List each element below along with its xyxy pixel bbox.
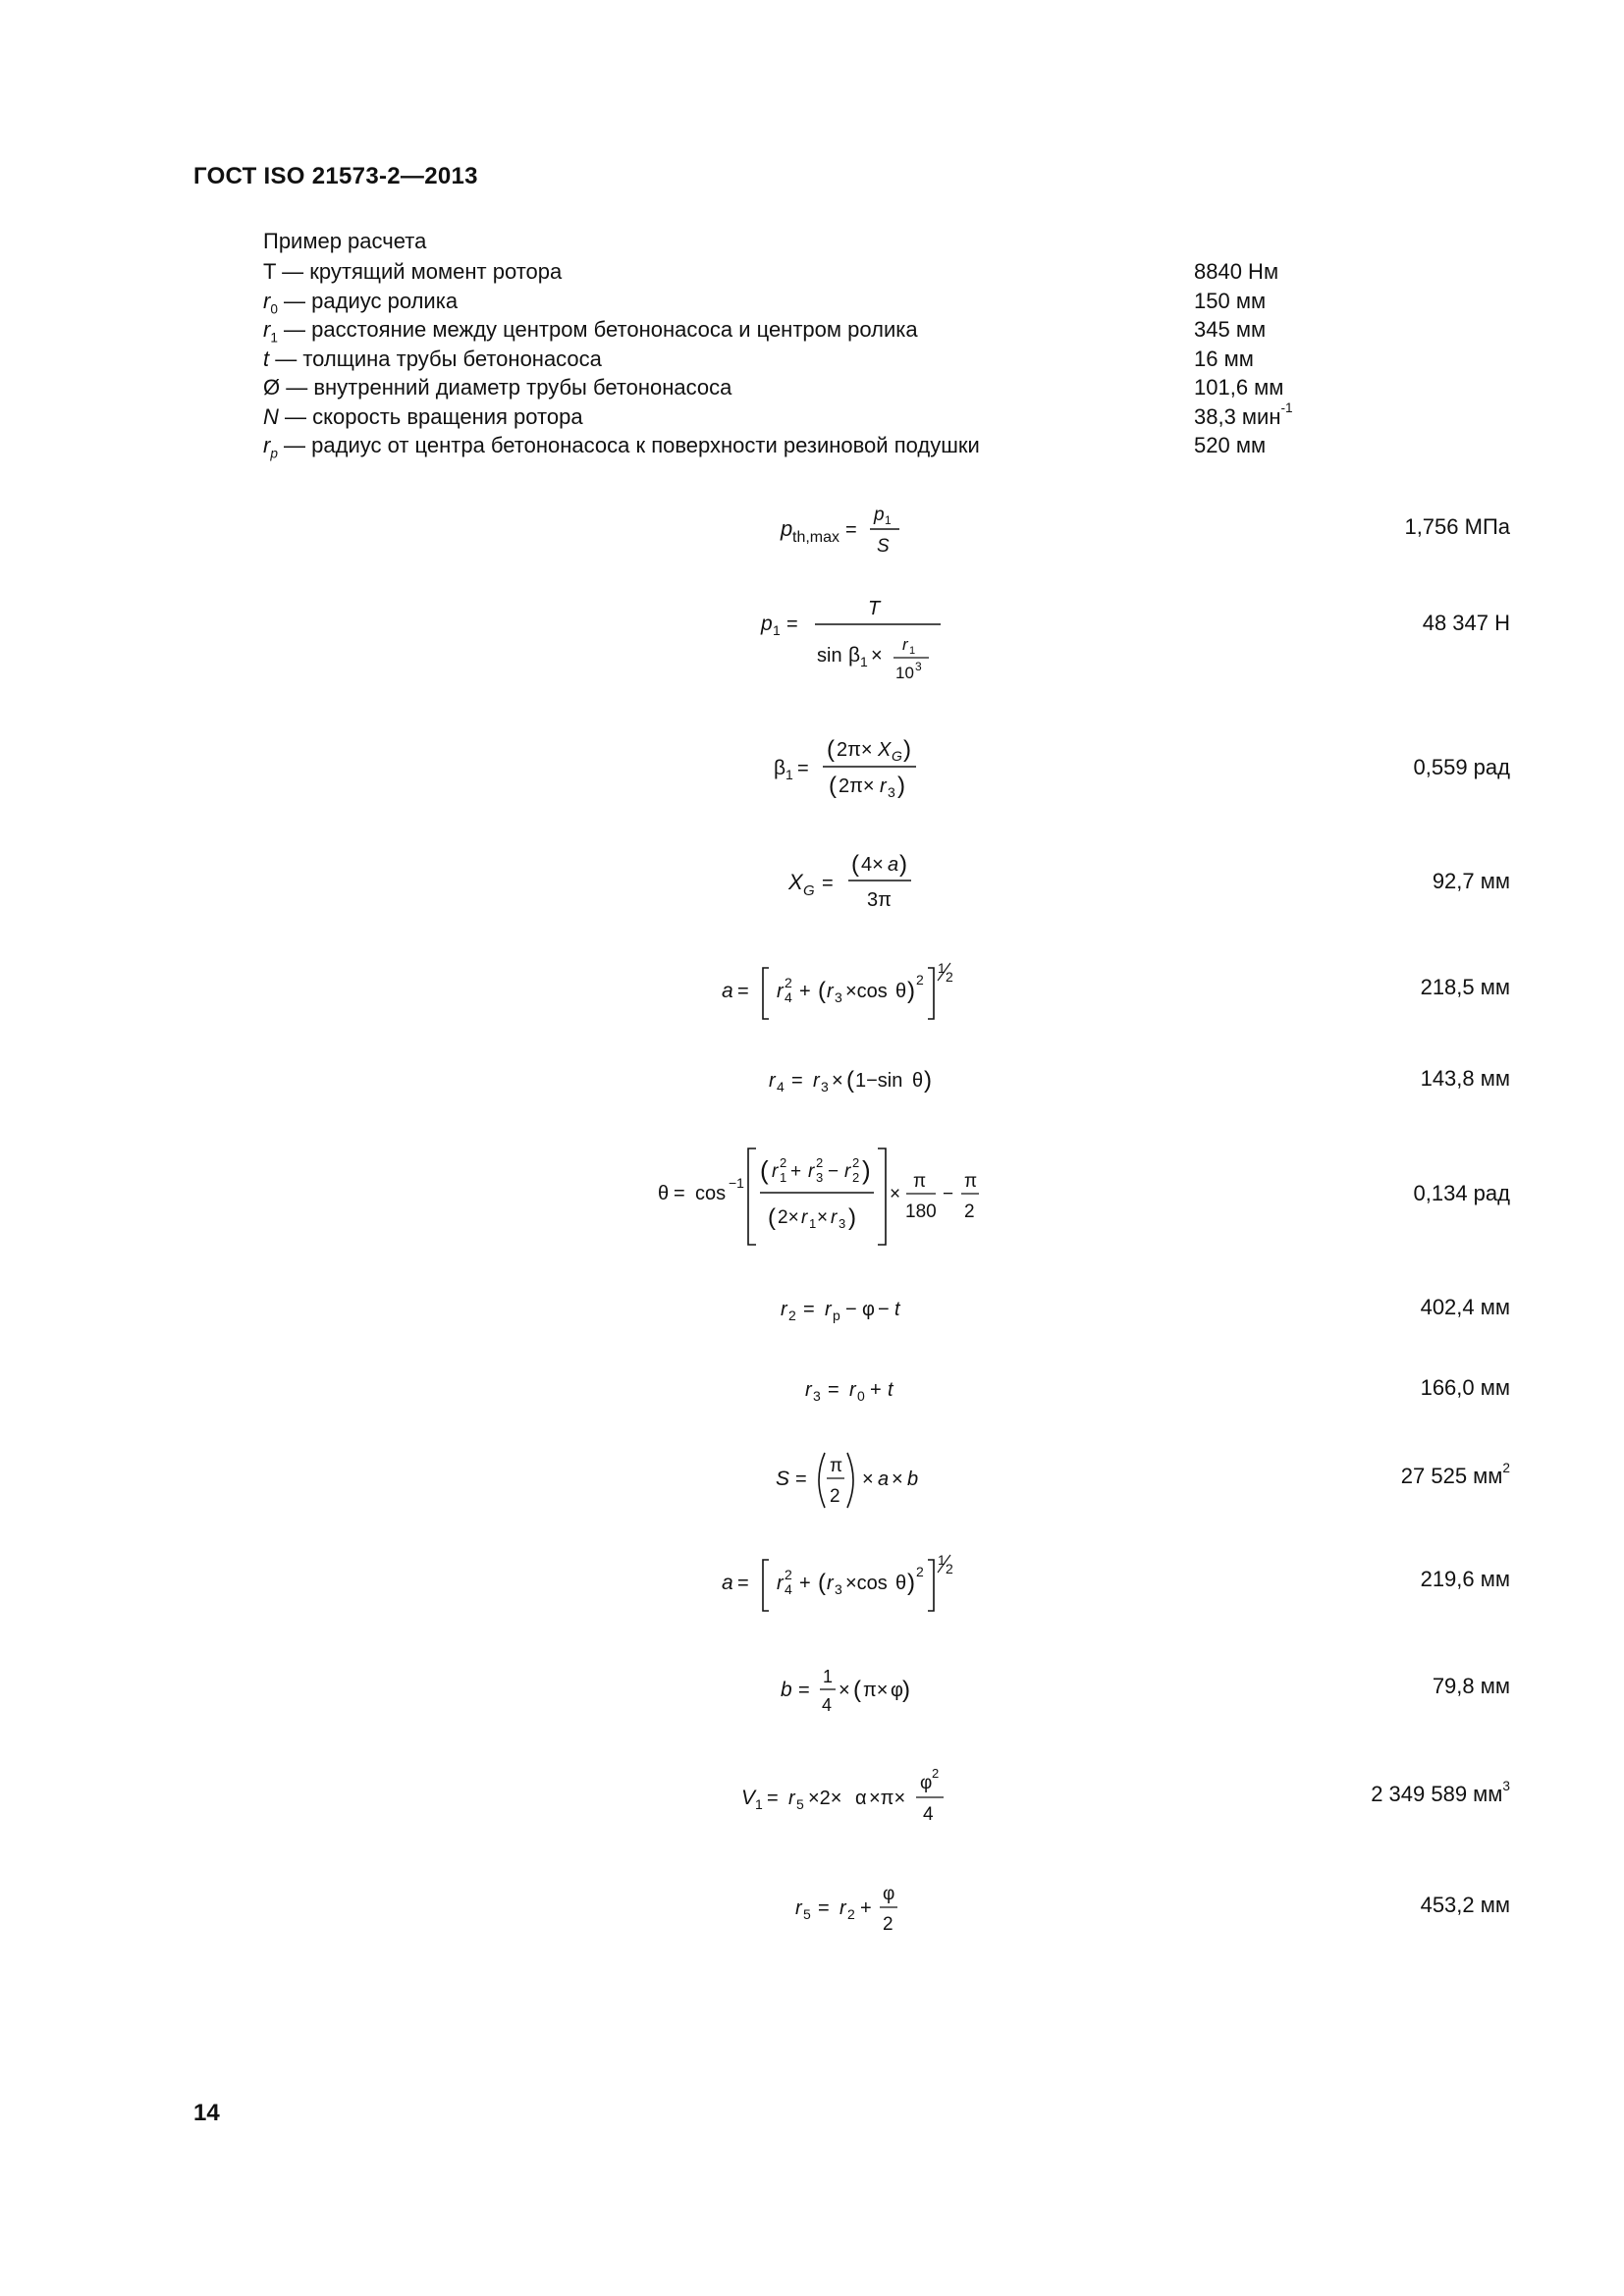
svg-text:φ: φ	[862, 1299, 875, 1320]
svg-text:2: 2	[816, 1155, 824, 1170]
svg-text:X: X	[787, 870, 803, 894]
result-exponent: 3	[1502, 1778, 1510, 1793]
svg-text:r: r	[831, 1207, 838, 1228]
svg-text:r: r	[772, 1161, 779, 1182]
svg-text:S: S	[776, 1468, 790, 1490]
svg-text:4×: 4×	[860, 854, 884, 876]
svg-text:): )	[896, 773, 905, 799]
svg-text:−: −	[943, 1184, 954, 1204]
svg-text:θ: θ	[911, 1070, 923, 1092]
svg-text:4: 4	[822, 1695, 833, 1715]
result-value: 453,2 мм	[1420, 1893, 1510, 1917]
svg-text:=: =	[845, 519, 857, 541]
svg-text:r: r	[902, 635, 908, 654]
svg-text:r: r	[812, 1070, 820, 1092]
param-description: — скорость вращения ротора	[278, 403, 583, 429]
svg-text:=: =	[767, 1788, 779, 1809]
svg-text:1: 1	[938, 1552, 946, 1568]
param-row	[263, 257, 1343, 287]
svg-text:2: 2	[946, 969, 953, 985]
svg-text:×: ×	[817, 1207, 829, 1228]
svg-text:): )	[907, 1570, 915, 1596]
svg-text:r: r	[825, 1299, 832, 1320]
svg-text:(: (	[850, 851, 859, 878]
svg-text:r: r	[795, 1897, 802, 1919]
svg-text:θ: θ	[895, 1573, 907, 1594]
param-value: 345 мм	[1194, 317, 1267, 342]
svg-text:r: r	[801, 1207, 808, 1228]
formula	[628, 1139, 1080, 1254]
page-number: 14	[193, 2100, 220, 2126]
svg-text:p: p	[781, 516, 793, 541]
svg-text:G: G	[891, 748, 902, 764]
parameter-list	[263, 257, 1343, 460]
formula	[628, 1760, 1080, 1843]
svg-text:2: 2	[883, 1914, 893, 1935]
param-row	[263, 315, 1343, 345]
svg-text:): )	[923, 1067, 932, 1094]
formula	[628, 952, 1080, 1026]
svg-text:+: +	[799, 1573, 811, 1594]
svg-text:π: π	[830, 1456, 843, 1476]
svg-text:0: 0	[857, 1388, 865, 1404]
param-row	[263, 431, 1343, 460]
param-symbol: r	[263, 433, 271, 457]
param-description: — радиус ролика	[277, 288, 459, 313]
formula	[628, 1441, 1080, 1524]
param-value: 101,6 мм	[1194, 375, 1284, 400]
svg-text:r: r	[827, 981, 834, 1002]
svg-text:2: 2	[852, 1170, 860, 1185]
result-value: 1,756 МПа	[1404, 514, 1510, 539]
param-value: 16 мм	[1194, 346, 1254, 371]
result-value: 48 347 Н	[1422, 611, 1510, 635]
formula	[628, 1054, 1080, 1108]
svg-text:4: 4	[785, 989, 792, 1005]
svg-text:2π×: 2π×	[836, 739, 873, 761]
svg-text:(: (	[826, 736, 835, 763]
svg-text:4: 4	[785, 1581, 792, 1597]
svg-text:2: 2	[916, 1564, 924, 1579]
example-heading: Пример расчета	[263, 229, 427, 253]
svg-text:3: 3	[816, 1170, 824, 1185]
svg-text:1: 1	[785, 767, 793, 782]
svg-text:φ: φ	[883, 1884, 895, 1904]
param-value-exponent: -1	[1280, 400, 1293, 416]
svg-text:(: (	[818, 978, 826, 1004]
svg-text:r: r	[879, 775, 887, 797]
svg-text:3: 3	[813, 1388, 821, 1404]
svg-text:3: 3	[915, 660, 922, 673]
formula	[628, 1657, 1080, 1731]
svg-text:+: +	[790, 1161, 802, 1182]
svg-text:3: 3	[835, 989, 842, 1005]
svg-text:(: (	[828, 773, 837, 799]
result-value: 166,0 мм	[1420, 1375, 1510, 1400]
svg-text:=: =	[803, 1299, 815, 1320]
svg-text:=: =	[798, 1680, 810, 1701]
svg-text:3π: 3π	[866, 889, 892, 911]
svg-text:−1: −1	[729, 1175, 744, 1191]
svg-text:r: r	[827, 1573, 834, 1594]
svg-text:(: (	[845, 1067, 854, 1094]
svg-text:×: ×	[890, 1184, 901, 1204]
svg-text:): )	[902, 1677, 910, 1703]
svg-text:th,max: th,max	[792, 529, 840, 546]
param-symbol: t	[263, 346, 270, 371]
svg-text:r: r	[768, 1070, 776, 1092]
svg-text:): )	[848, 1204, 856, 1231]
param-subscript: 1	[270, 330, 278, 346]
document-header: ГОСТ ISO 21573-2—2013	[193, 163, 478, 189]
svg-text:2×: 2×	[778, 1207, 799, 1228]
svg-text:r: r	[839, 1897, 846, 1919]
svg-text:r: r	[844, 1161, 851, 1182]
param-subscript: 0	[270, 300, 278, 316]
svg-text:1: 1	[938, 960, 946, 976]
formula	[628, 1875, 1080, 1949]
svg-text:5: 5	[796, 1796, 804, 1812]
formula	[628, 496, 1080, 563]
svg-text:=: =	[821, 873, 834, 894]
svg-text:=: =	[674, 1183, 685, 1204]
formula	[628, 1544, 1080, 1618]
svg-text:×2×: ×2×	[808, 1788, 842, 1809]
svg-text:1: 1	[860, 654, 868, 669]
svg-text:×π×: ×π×	[869, 1788, 906, 1809]
svg-text:2: 2	[785, 975, 792, 990]
svg-text:2: 2	[932, 1766, 940, 1781]
param-symbol: T	[263, 259, 277, 284]
svg-text:+: +	[860, 1897, 872, 1919]
svg-text:r: r	[808, 1161, 815, 1182]
svg-text:t: t	[894, 1299, 900, 1320]
svg-text:b: b	[907, 1468, 919, 1490]
svg-text:φ: φ	[920, 1773, 933, 1793]
svg-text:T: T	[868, 598, 881, 619]
svg-text:t: t	[888, 1379, 893, 1401]
result-value: 92,7 мм	[1432, 869, 1510, 893]
svg-text:4: 4	[923, 1804, 934, 1825]
svg-text:r: r	[805, 1379, 812, 1401]
param-symbol: Ø	[263, 375, 281, 400]
svg-text:1−sin: 1−sin	[854, 1070, 902, 1092]
result-value: 0,559 рад	[1413, 755, 1510, 779]
svg-text:=: =	[790, 1070, 803, 1092]
svg-text:−: −	[828, 1161, 839, 1182]
svg-text:1: 1	[909, 645, 916, 657]
svg-text:4: 4	[776, 1079, 785, 1095]
svg-text:2: 2	[785, 1567, 792, 1582]
svg-text:×cos: ×cos	[845, 1573, 888, 1594]
svg-text:): )	[862, 1155, 871, 1185]
param-description: — радиус от центра бетононасоса к поверхности резиновой подушки	[277, 433, 980, 457]
svg-text:+: +	[870, 1379, 882, 1401]
svg-text:π×: π×	[863, 1680, 889, 1701]
svg-text:3: 3	[839, 1216, 846, 1231]
formula	[628, 1286, 1080, 1336]
svg-text:×: ×	[892, 1468, 903, 1490]
svg-text:φ: φ	[891, 1680, 903, 1701]
svg-text:π: π	[913, 1171, 927, 1192]
param-symbol: r	[263, 317, 271, 342]
param-symbol: N	[263, 403, 279, 429]
param-description: — крутящий момент ротора	[276, 259, 563, 284]
svg-text:2: 2	[780, 1155, 787, 1170]
svg-text:=: =	[818, 1897, 830, 1919]
formula	[628, 844, 1080, 924]
param-value: 38,3 мин	[1194, 403, 1281, 429]
svg-text:+: +	[799, 981, 811, 1002]
svg-text:2: 2	[916, 972, 924, 988]
svg-text:1: 1	[780, 1170, 787, 1185]
svg-text:×: ×	[862, 1468, 874, 1490]
svg-text:1: 1	[773, 622, 781, 638]
svg-text:×cos: ×cos	[845, 981, 888, 1002]
formula	[628, 1366, 1080, 1416]
svg-text:1: 1	[809, 1216, 817, 1231]
formula	[628, 728, 1080, 812]
svg-text:b: b	[781, 1679, 792, 1701]
svg-text:r: r	[788, 1788, 795, 1809]
svg-text:−: −	[845, 1299, 857, 1320]
svg-text:(: (	[760, 1155, 769, 1185]
svg-text:a: a	[722, 980, 733, 1002]
svg-text:r: r	[777, 1573, 784, 1594]
svg-text:=: =	[786, 614, 798, 635]
svg-text:): )	[898, 851, 907, 878]
svg-text:): )	[907, 978, 915, 1004]
result-exponent: 2	[1502, 1460, 1510, 1475]
svg-text:β: β	[773, 757, 785, 779]
svg-text:1: 1	[823, 1667, 834, 1686]
svg-text:sin: sin	[817, 645, 842, 667]
result-value: 2 349 589 мм	[1371, 1782, 1503, 1806]
result-value: 143,8 мм	[1420, 1066, 1510, 1091]
svg-text:×: ×	[839, 1680, 850, 1701]
svg-text:r: r	[781, 1299, 787, 1320]
svg-text:G: G	[802, 882, 815, 899]
param-description: — расстояние между центром бетононасоса и центром ролика	[277, 317, 918, 342]
svg-text:=: =	[828, 1379, 839, 1401]
result-value: 0,134 рад	[1413, 1181, 1510, 1205]
svg-text:10: 10	[895, 664, 914, 682]
svg-text:=: =	[796, 758, 809, 779]
result-value: 79,8 мм	[1432, 1674, 1510, 1698]
param-symbol: r	[263, 288, 271, 313]
param-value: 150 мм	[1194, 288, 1267, 313]
param-subscript: p	[270, 446, 278, 461]
param-value: 8840 Нм	[1194, 259, 1279, 284]
result-value: 27 525 мм	[1400, 1464, 1503, 1488]
svg-text:1: 1	[755, 1796, 763, 1812]
svg-text:3: 3	[835, 1581, 842, 1597]
svg-text:θ: θ	[658, 1183, 670, 1204]
svg-text:×: ×	[871, 645, 883, 667]
svg-text:θ: θ	[895, 981, 907, 1002]
svg-text:2: 2	[830, 1486, 840, 1507]
svg-text:π: π	[964, 1171, 978, 1192]
svg-text:a: a	[722, 1572, 733, 1594]
svg-text:r: r	[777, 981, 784, 1002]
svg-text:X: X	[877, 739, 891, 761]
svg-text:V: V	[741, 1787, 756, 1809]
svg-text:β: β	[848, 644, 861, 667]
svg-text:1: 1	[885, 513, 892, 527]
svg-text:(: (	[768, 1204, 776, 1231]
svg-text:180: 180	[905, 1201, 937, 1222]
param-row	[263, 373, 1343, 402]
svg-text:): )	[902, 736, 911, 763]
svg-text:2: 2	[852, 1155, 860, 1170]
svg-text:a: a	[878, 1468, 890, 1490]
svg-text:(: (	[853, 1677, 861, 1703]
svg-text:=: =	[795, 1468, 807, 1490]
svg-text:2: 2	[946, 1561, 953, 1576]
svg-text:(: (	[818, 1570, 826, 1596]
param-row	[263, 287, 1343, 316]
svg-text:=: =	[737, 981, 749, 1002]
svg-text:p: p	[761, 613, 773, 635]
formula	[628, 589, 1080, 692]
svg-text:5: 5	[803, 1906, 811, 1922]
param-description: — внутренний диаметр трубы бетононасоса	[280, 375, 732, 400]
svg-text:−: −	[878, 1299, 890, 1320]
svg-text:α: α	[855, 1788, 867, 1809]
svg-text:=: =	[737, 1573, 749, 1594]
svg-text:2: 2	[847, 1906, 855, 1922]
param-row	[263, 345, 1343, 374]
svg-text:2: 2	[964, 1201, 975, 1222]
svg-text:cos: cos	[695, 1183, 727, 1204]
svg-text:S: S	[877, 536, 890, 557]
svg-text:a: a	[887, 854, 898, 876]
svg-text:2: 2	[788, 1308, 796, 1323]
svg-text:p: p	[833, 1308, 840, 1323]
svg-text:r: r	[849, 1379, 856, 1401]
svg-text:2π×: 2π×	[838, 775, 875, 797]
param-value: 520 мм	[1194, 433, 1267, 457]
result-value: 219,6 мм	[1420, 1567, 1510, 1591]
svg-text:3: 3	[887, 784, 895, 800]
param-description: — толщина трубы бетононасоса	[269, 346, 602, 371]
result-value: 402,4 мм	[1420, 1295, 1510, 1319]
svg-text:3: 3	[820, 1079, 829, 1095]
svg-text:×: ×	[831, 1070, 843, 1092]
result-value: 218,5 мм	[1420, 975, 1510, 999]
svg-text:p: p	[874, 505, 885, 525]
param-row	[263, 402, 1343, 432]
